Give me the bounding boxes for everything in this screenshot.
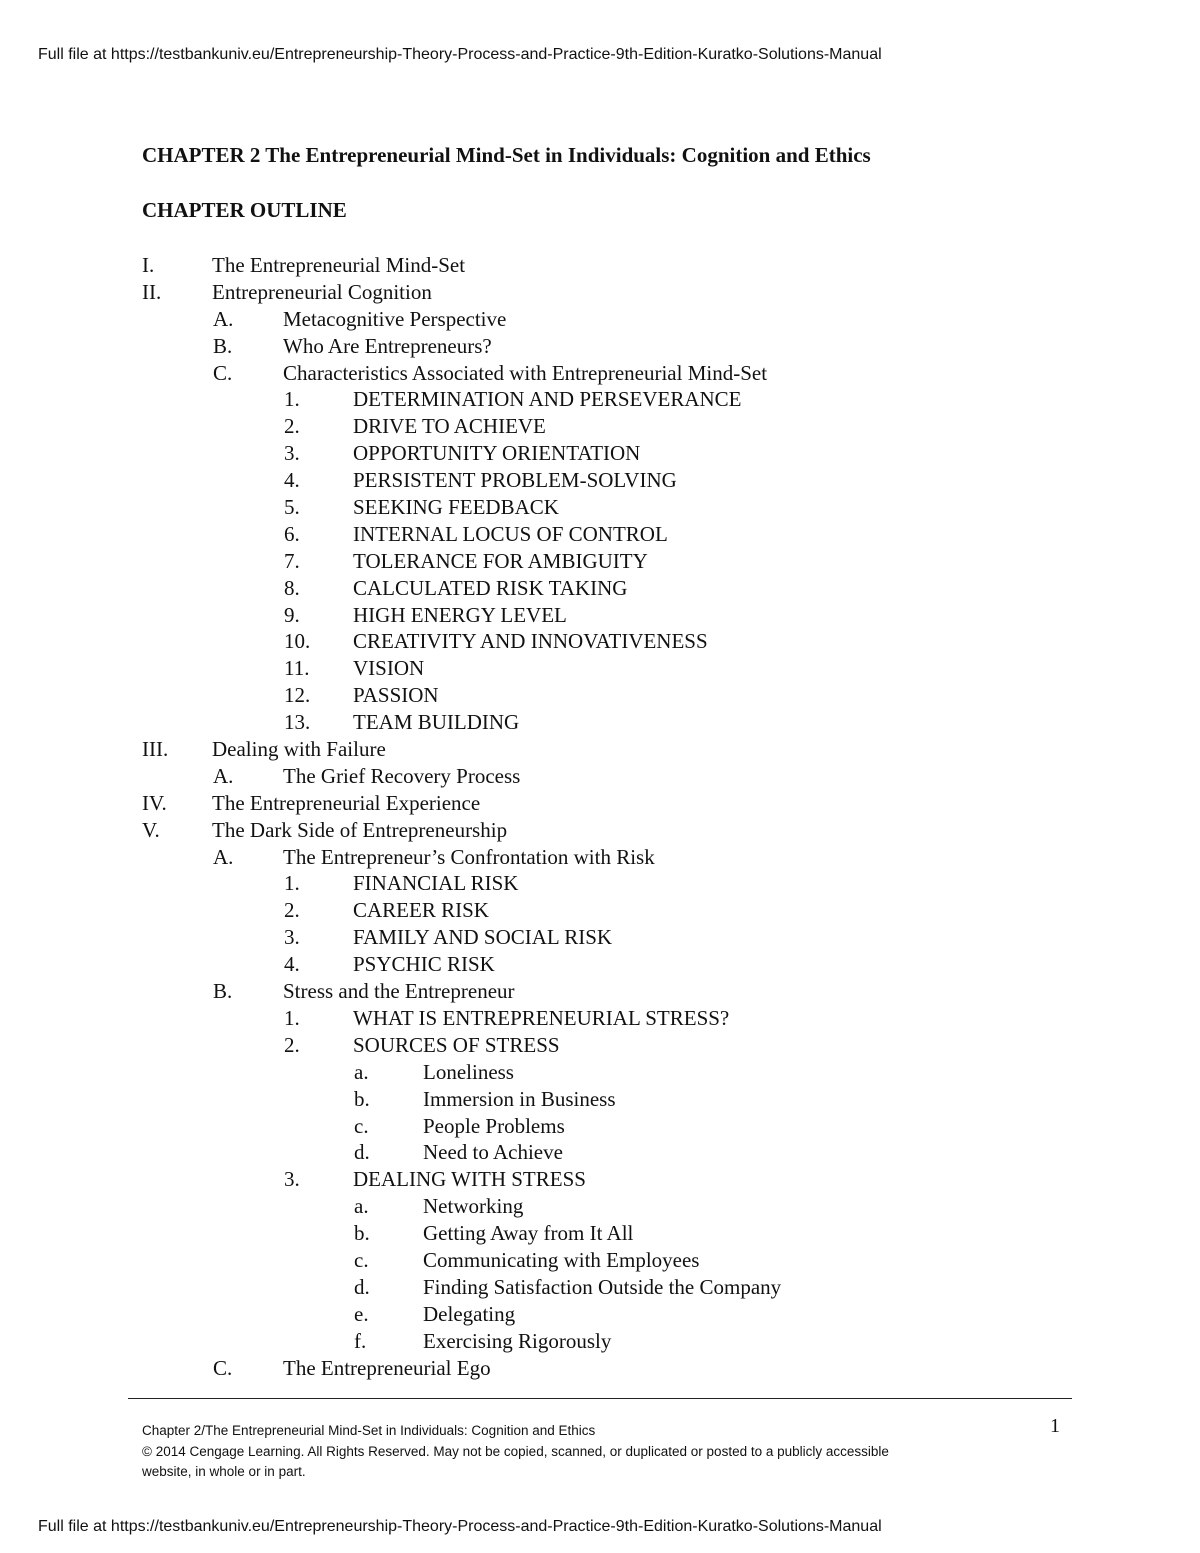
chapter-title: CHAPTER 2 The Entrepreneurial Mind-Set in Individuals: Cognition and Ethics [142, 143, 871, 167]
outline-item [142, 386, 1092, 413]
outline-item [142, 521, 1092, 548]
outline-item-text: VISION [353, 656, 425, 681]
outline-item [142, 1193, 1092, 1220]
outline-item-text: TEAM BUILDING [353, 710, 520, 735]
outline-item [142, 252, 1092, 279]
outline-item-text: PSYCHIC RISK [353, 952, 495, 977]
outline-item-text: CALCULATED RISK TAKING [353, 575, 628, 600]
footer-copyright-line-2: website, in whole or in part. [142, 1464, 306, 1479]
outline-item-text: SEEKING FEEDBACK [353, 495, 559, 520]
outline-item [142, 575, 1092, 602]
outline-item-text: Exercising Rigorously [423, 1328, 612, 1353]
outline-item-text: PASSION [353, 683, 439, 708]
outline-item-marker: a. [354, 1059, 369, 1084]
footer-divider [128, 1398, 1072, 1399]
outline-item [142, 1301, 1092, 1328]
outline-item-text: Networking [423, 1194, 524, 1219]
outline-item-marker: 12. [284, 683, 311, 708]
outline-item-marker: 2. [284, 414, 300, 439]
outline-item-marker: 3. [284, 441, 300, 466]
outline-item [142, 1166, 1092, 1193]
outline-item-marker: 5. [284, 495, 300, 520]
outline-item [142, 440, 1092, 467]
outline-item-text: The Entrepreneurial Experience [212, 790, 481, 815]
outline-item-text: The Entrepreneurial Ego [283, 1355, 491, 1380]
outline-item [142, 1059, 1092, 1086]
outline-item [142, 790, 1092, 817]
outline-item-marker: I. [142, 253, 155, 277]
outline-item [142, 870, 1092, 897]
outline-item-text: Characteristics Associated with Entrepreneurial Mind-Set [283, 360, 768, 385]
outline-item-marker: A. [213, 763, 234, 788]
outline-item [142, 897, 1092, 924]
outline-item [142, 467, 1092, 494]
outline-item-text: The Grief Recovery Process [283, 763, 521, 788]
outline-item-marker: b. [354, 1221, 370, 1246]
outline-item-text: WHAT IS ENTREPRENEURIAL STRESS? [353, 1005, 730, 1030]
outline-item [142, 333, 1092, 360]
outline-item-marker: d. [354, 1140, 370, 1165]
outline-item-text: DRIVE TO ACHIEVE [353, 414, 546, 439]
outline-item-text: CAREER RISK [353, 898, 489, 923]
outline-item [142, 628, 1092, 655]
outline-item [142, 602, 1092, 629]
outline-item-text: Entrepreneurial Cognition [212, 279, 432, 304]
outline-item [142, 817, 1092, 844]
outline-item-marker: B. [213, 979, 233, 1004]
outline-item [142, 682, 1092, 709]
outline-item-text: People Problems [423, 1113, 565, 1138]
outline-item [142, 1086, 1092, 1113]
outline-item [142, 709, 1092, 736]
outline-item-marker: C. [213, 1355, 233, 1380]
outline-item [142, 306, 1092, 333]
outline-item [142, 978, 1092, 1005]
outline-item-text: The Dark Side of Entrepreneurship [212, 817, 508, 842]
outline-item-marker: 7. [284, 548, 300, 573]
outline-item [142, 1274, 1092, 1301]
outline-item-text: SOURCES OF STRESS [353, 1032, 560, 1057]
outline-item-marker: B. [213, 333, 233, 358]
outline-item-marker: 4. [284, 468, 300, 493]
outline-item [142, 494, 1092, 521]
outline-item-text: Getting Away from It All [423, 1221, 634, 1246]
outline-item [142, 1113, 1092, 1140]
outline-item [142, 1139, 1092, 1166]
outline-item [142, 1005, 1092, 1032]
outline-item-text: OPPORTUNITY ORIENTATION [353, 441, 641, 466]
outline-item-marker: 2. [284, 898, 300, 923]
outline-item-text: Loneliness [423, 1059, 514, 1084]
outline-item-marker: c. [354, 1113, 369, 1138]
chapter-outline [142, 252, 1092, 1381]
outline-item-marker: 1. [284, 1005, 300, 1030]
outline-item-marker: A. [213, 844, 234, 869]
outline-item-marker: V. [142, 817, 160, 842]
footer-chapter-line: Chapter 2/The Entrepreneurial Mind-Set in Individuals: Cognition and Ethics [142, 1423, 596, 1438]
outline-item-text: PERSISTENT PROBLEM-SOLVING [353, 468, 677, 493]
outline-heading: CHAPTER OUTLINE [142, 198, 347, 222]
outline-item-marker: 10. [284, 629, 311, 654]
outline-item-marker: 13. [284, 710, 311, 735]
outline-item-marker: IV. [142, 790, 167, 815]
outline-item [142, 655, 1092, 682]
outline-item-marker: C. [213, 360, 233, 385]
outline-item-text: DETERMINATION AND PERSEVERANCE [353, 387, 742, 412]
outline-item-marker: A. [213, 306, 234, 331]
outline-item-text: Need to Achieve [423, 1140, 563, 1165]
outline-item [142, 1247, 1092, 1274]
outline-item [142, 279, 1092, 306]
outline-item [142, 1328, 1092, 1355]
outline-item-marker: a. [354, 1194, 369, 1219]
outline-item-marker: 3. [284, 925, 300, 950]
outline-item [142, 736, 1092, 763]
outline-item-text: CREATIVITY AND INNOVATIVENESS [353, 629, 708, 654]
outline-item-text: INTERNAL LOCUS OF CONTROL [353, 521, 668, 546]
outline-item [142, 413, 1092, 440]
outline-item-text: TOLERANCE FOR AMBIGUITY [353, 548, 648, 573]
outline-item-marker: II. [142, 279, 162, 304]
outline-item-text: Finding Satisfaction Outside the Company [423, 1274, 782, 1299]
outline-item-text: HIGH ENERGY LEVEL [353, 602, 567, 627]
outline-item-marker: d. [354, 1274, 370, 1299]
outline-item-marker: 1. [284, 387, 300, 412]
outline-item-marker: 6. [284, 521, 300, 546]
outline-item-text: Who Are Entrepreneurs? [283, 333, 492, 358]
outline-item [142, 1032, 1092, 1059]
outline-item-text: The Entrepreneurial Mind-Set [212, 253, 466, 277]
outline-item-marker: 9. [284, 602, 300, 627]
footer-copyright-line-1: © 2014 Cengage Learning. All Rights Reserved. May not be copied, scanned, or duplicated or posted to a publicly accessible [142, 1444, 889, 1459]
outline-item [142, 360, 1092, 387]
outline-item-marker: b. [354, 1086, 370, 1111]
outline-item-text: Immersion in Business [423, 1086, 616, 1111]
outline-item-text: Stress and the Entrepreneur [283, 979, 515, 1004]
outline-item-text: Dealing with Failure [212, 737, 386, 762]
outline-item-marker: c. [354, 1247, 369, 1272]
source-banner-bottom: Full file at https://testbankuniv.eu/Entrepreneurship-Theory-Process-and-Practice-9th-Edition-Kuratko-Solutions-Manual [38, 1518, 882, 1535]
outline-item [142, 951, 1092, 978]
outline-item-text: The Entrepreneur’s Confrontation with Risk [283, 844, 655, 869]
outline-item-marker: 2. [284, 1032, 300, 1057]
outline-item-text: Delegating [423, 1301, 516, 1326]
outline-item-marker: f. [354, 1328, 367, 1353]
outline-item-marker: 8. [284, 575, 300, 600]
outline-item [142, 548, 1092, 575]
outline-item [142, 1355, 1092, 1382]
outline-item-marker: e. [354, 1301, 369, 1326]
outline-item-marker: III. [142, 737, 169, 762]
outline-item-text: Metacognitive Perspective [283, 306, 507, 331]
outline-item-marker: 4. [284, 952, 300, 977]
outline-item-marker: 3. [284, 1167, 300, 1192]
outline-item [142, 924, 1092, 951]
outline-item [142, 1220, 1092, 1247]
outline-item-marker: 1. [284, 871, 300, 896]
outline-item-text: FINANCIAL RISK [353, 871, 519, 896]
source-banner-top: Full file at https://testbankuniv.eu/Entrepreneurship-Theory-Process-and-Practice-9th-Edition-Kuratko-Solutions-Manual [38, 46, 882, 63]
outline-item [142, 844, 1092, 871]
outline-item-text: FAMILY AND SOCIAL RISK [353, 925, 613, 950]
outline-item-marker: 11. [284, 656, 310, 681]
outline-item-text: Communicating with Employees [423, 1247, 700, 1272]
outline-item-text: DEALING WITH STRESS [353, 1167, 586, 1192]
outline-item [142, 763, 1092, 790]
